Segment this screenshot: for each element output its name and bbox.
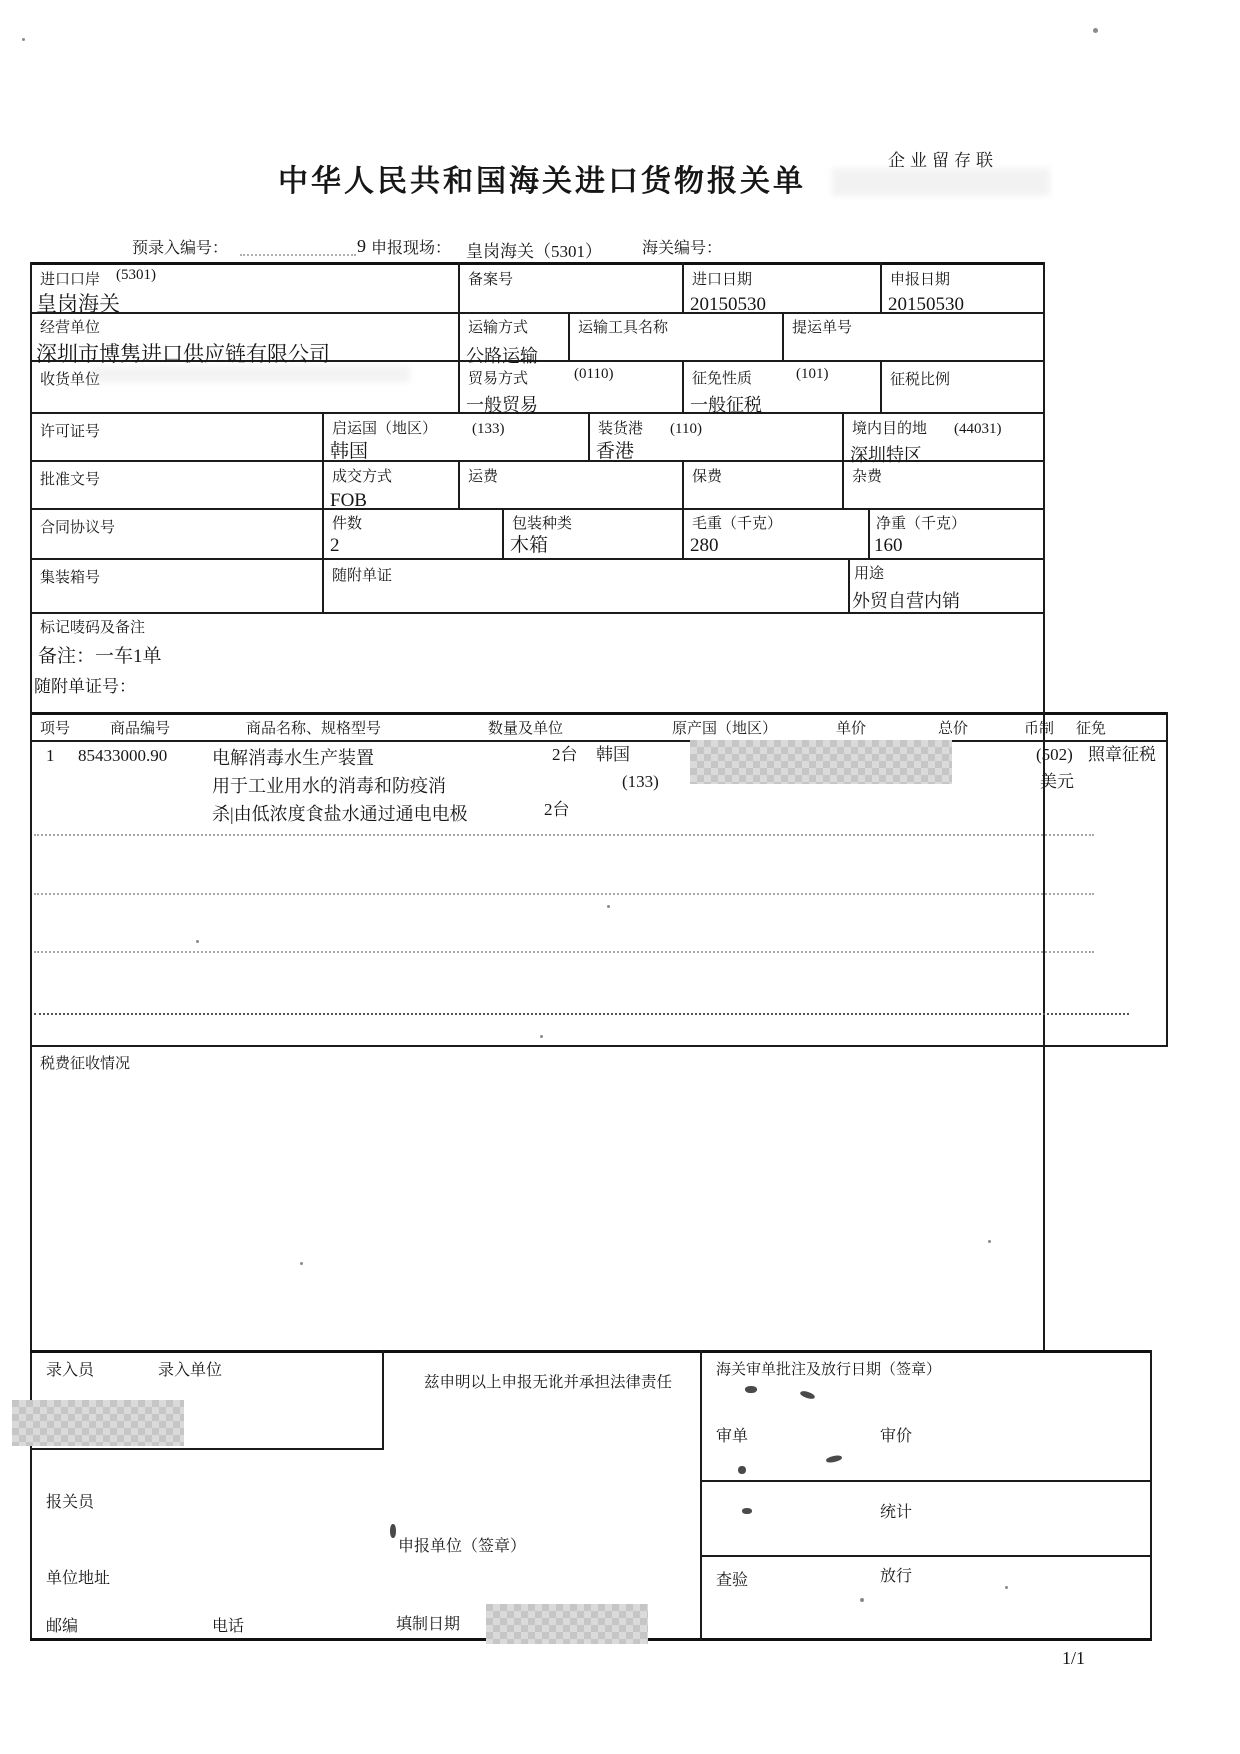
customs-no-label: 海关编号： (642, 240, 723, 257)
scan-speck (22, 38, 25, 41)
table-border-line (458, 360, 460, 412)
table-border-line (842, 460, 844, 508)
table-border-line (682, 460, 684, 508)
gross-weight-label: 毛重（千克） (692, 516, 783, 532)
transaction-mode-value: FOB (330, 490, 367, 511)
transport-mode-value: 公路运输 (466, 346, 538, 366)
price-redaction-mosaic (690, 740, 952, 784)
review-doc-label: 审单 (716, 1428, 749, 1445)
dotted-separator (34, 834, 1094, 836)
review-price-label: 审价 (880, 1428, 913, 1445)
domestic-destination-value: 深圳特区 (850, 445, 922, 465)
attached-docs-label: 随附单证 (332, 568, 393, 584)
freight-label: 运费 (468, 469, 499, 485)
scan-speck (540, 1035, 543, 1038)
preentry-no-label: 预录入编号： (132, 240, 229, 257)
table-border-line (30, 1045, 1168, 1047)
container-no-label: 集装箱号 (40, 570, 101, 586)
table-border-line (1166, 712, 1168, 1045)
goods-header-currency: 币制 (1024, 721, 1055, 737)
table-border-line (588, 412, 590, 460)
operator-label: 经营单位 (40, 320, 101, 336)
scan-speck (1093, 28, 1098, 33)
package-type-value: 木箱 (510, 535, 549, 556)
scan-smudge (832, 168, 1050, 196)
package-type-label: 包装种类 (512, 516, 573, 532)
table-border-line (682, 508, 684, 558)
goods-header-name: 商品名称、规格型号 (246, 721, 382, 737)
table-border-line (700, 1350, 702, 1640)
domestic-destination-label: 境内目的地 (852, 421, 928, 437)
table-border-line (700, 1555, 1152, 1557)
goods-item-currency-name: 美元 (1040, 772, 1074, 791)
goods-item-code: 85433000.90 (78, 746, 168, 765)
table-border-line (322, 508, 324, 558)
goods-item-qty-line3: 2台 (544, 800, 570, 819)
table-border-line (30, 712, 1168, 715)
table-border-line (30, 508, 1045, 510)
table-border-line (322, 460, 324, 508)
table-border-line (322, 558, 324, 612)
transaction-mode-label: 成交方式 (332, 469, 393, 485)
bill-no-label: 提运单号 (792, 320, 853, 336)
loading-port-code: (110) (670, 421, 702, 437)
levy-nature-value: 一般征税 (690, 395, 762, 415)
import-date-label: 进口日期 (692, 272, 753, 288)
dotted-separator (34, 951, 1094, 953)
approval-no-label: 批准文号 (40, 472, 101, 488)
scan-speck (988, 1240, 991, 1243)
tax-section-label: 税费征收情况 (40, 1056, 131, 1072)
ink-mark (742, 1508, 752, 1514)
scan-speck (196, 940, 199, 943)
table-border-line (848, 558, 850, 612)
table-border-line (568, 312, 570, 360)
goods-item-currency-code: (502) (1036, 745, 1073, 764)
import-port-value: 皇岗海关 (36, 292, 120, 316)
import-port-code: (5301) (116, 267, 156, 283)
table-border-line (700, 1480, 1152, 1482)
scan-speck (300, 1262, 303, 1265)
goods-header-code: 商品编号 (110, 721, 171, 737)
goods-header-levy: 征免 (1076, 721, 1107, 737)
postcode-label: 邮编 (46, 1618, 79, 1635)
goods-item-qty-line1: 2台 (552, 745, 578, 764)
ink-mark (826, 1454, 843, 1463)
loading-port-label: 装货港 (598, 421, 644, 437)
artifact-digit: 9 (357, 236, 366, 256)
declare-unit-label: 申报单位（签章） (398, 1538, 527, 1555)
goods-item-levy-mode: 照章征税 (1088, 745, 1156, 764)
table-border-line (458, 262, 460, 312)
ink-mark (745, 1386, 757, 1393)
ink-mark (799, 1390, 815, 1400)
fill-date-redaction-mosaic (486, 1604, 648, 1644)
scan-speck (607, 905, 610, 908)
dotted-separator (34, 1013, 1129, 1015)
trade-mode-code: (0110) (574, 366, 614, 382)
license-no-label: 许可证号 (40, 424, 101, 440)
usage-value: 外贸自营内销 (852, 591, 960, 611)
unit-address-label: 单位地址 (46, 1570, 111, 1587)
scan-speck (860, 1598, 864, 1602)
insurance-label: 保费 (692, 469, 723, 485)
consignee-label: 收货单位 (40, 372, 101, 388)
table-border-line (682, 360, 684, 412)
contract-no-label: 合同协议号 (40, 520, 116, 536)
transport-name-label: 运输工具名称 (578, 320, 669, 336)
ink-mark (738, 1466, 746, 1474)
goods-item-origin-line1: 韩国 (596, 745, 630, 764)
table-border-line (458, 460, 460, 508)
preentry-no-redaction (240, 240, 356, 256)
table-border-line (30, 1350, 1152, 1353)
goods-header-item-no: 项号 (40, 721, 71, 737)
domestic-destination-code: (44031) (954, 421, 1002, 437)
entry-unit-label: 录入单位 (158, 1362, 223, 1379)
table-border-line (782, 312, 784, 360)
page-title: 中华人民共和国海关进口货物报关单 (278, 165, 806, 198)
transport-mode-label: 运输方式 (468, 320, 529, 336)
table-border-line (880, 262, 882, 312)
goods-item-name-line3: 杀|由低浓度食盐水通过通电电极 (212, 804, 468, 824)
phone-label: 电话 (212, 1618, 245, 1635)
table-border-line (842, 412, 844, 460)
usage-label: 用途 (854, 566, 885, 582)
scan-speck (1005, 1586, 1008, 1589)
dotted-separator (34, 893, 1094, 895)
trade-mode-value: 一般贸易 (466, 395, 538, 415)
import-port-label: 进口口岸 (40, 272, 101, 288)
operator-value: 深圳市博隽进口供应链有限公司 (36, 342, 330, 366)
fill-date-label: 填制日期 (396, 1616, 461, 1633)
entry-clerk-redaction-mosaic (12, 1400, 184, 1446)
misc-fees-label: 杂费 (852, 469, 883, 485)
net-weight-label: 净重（千克） (876, 516, 967, 532)
goods-header-unit-price: 单价 (836, 721, 867, 737)
goods-header-qty: 数量及单位 (488, 721, 564, 737)
packages-label: 件数 (332, 516, 363, 532)
table-border-line (30, 262, 1045, 265)
table-border-line (502, 508, 504, 558)
statistics-label: 统计 (880, 1504, 913, 1521)
table-border-line (868, 508, 870, 558)
gross-weight-value: 280 (690, 535, 719, 556)
table-border-line (30, 1448, 384, 1450)
levy-nature-code: (101) (796, 366, 829, 382)
marks-note-line1: 备注：一车1单 (38, 646, 162, 667)
table-border-line (30, 558, 1045, 560)
copy-label: 企业留存联 (888, 151, 998, 170)
loading-port-value: 香港 (596, 441, 635, 462)
table-border-line (458, 312, 460, 360)
trade-mode-label: 贸易方式 (468, 371, 529, 387)
table-border-line (1150, 1350, 1152, 1640)
declaration-statement: 兹申明以上申报无讹并承担法律责任 (424, 1374, 673, 1391)
levy-nature-label: 征免性质 (692, 371, 753, 387)
declare-date-value: 20150530 (888, 294, 964, 315)
table-border-line (682, 262, 684, 312)
scan-smudge (92, 366, 410, 382)
page-number: 1/1 (1062, 1648, 1086, 1668)
record-no-label: 备案号 (468, 272, 514, 288)
goods-item-name-line1: 电解消毒水生产装置 (212, 748, 374, 768)
release-label: 放行 (880, 1568, 913, 1585)
declare-date-label: 申报日期 (890, 272, 951, 288)
departure-country-value: 韩国 (330, 441, 369, 462)
table-border-line (30, 740, 1168, 742)
departure-country-code: (133) (472, 421, 505, 437)
tax-ratio-label: 征税比例 (890, 372, 951, 388)
table-border-line (382, 1350, 384, 1450)
table-border-line (1043, 262, 1045, 1350)
marks-note-line2: 随附单证号： (34, 677, 136, 696)
goods-item-name-line2: 用于工业用水的消毒和防疫消 (212, 776, 446, 796)
declare-site-label: 申报现场： (371, 240, 452, 257)
import-date-value: 20150530 (690, 294, 766, 315)
declare-site-value: 皇岗海关（5301） (466, 242, 602, 261)
goods-item-no: 1 (46, 746, 55, 765)
table-border-line (322, 412, 324, 460)
marks-notes-label: 标记唛码及备注 (40, 620, 146, 636)
customs-box-title: 海关审单批注及放行日期（签章） (716, 1362, 942, 1378)
goods-header-total-price: 总价 (938, 721, 969, 737)
departure-country-label: 启运国（地区） (332, 421, 438, 437)
inspection-label: 查验 (716, 1572, 749, 1589)
goods-item-origin-line2: (133) (622, 772, 659, 791)
ink-mark (390, 1524, 396, 1538)
entry-clerk-label: 录入员 (46, 1362, 95, 1379)
declarant-label: 报关员 (46, 1494, 95, 1511)
goods-header-origin: 原产国（地区） (672, 721, 778, 737)
net-weight-value: 160 (874, 535, 903, 556)
table-border-line (880, 360, 882, 412)
packages-value: 2 (330, 535, 340, 556)
